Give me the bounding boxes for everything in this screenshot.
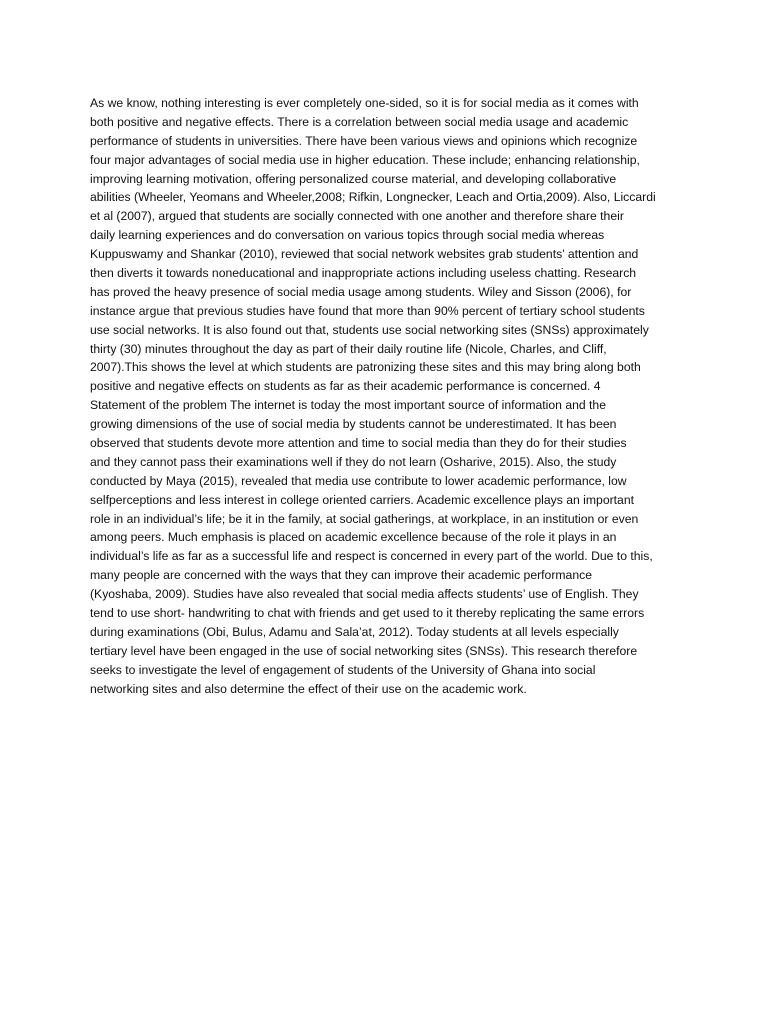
paragraph-line: individual’s life as far as a successful life and respect is concerned in every part of the world. Due to this, [90, 549, 653, 564]
paragraph-line: (Kyoshaba, 2009). Studies have also revealed that social media affects students’ use of English. They [90, 587, 639, 602]
paragraph-line: instance argue that previous studies have found that more than 90% percent of tertiary school students [90, 303, 645, 318]
paragraph-line: has proved the heavy presence of social media usage among students. Wiley and Sisson (2006), for [90, 284, 632, 299]
paragraph-line: observed that students devote more attention and time to social media than they do for their studies [90, 436, 627, 451]
paragraph-line: performance of students in universities. There have been various views and opinions which recognize [90, 133, 638, 148]
paragraph-line: use social networks. It is also found out that, students use social networking sites (SNSs) approximately [90, 322, 649, 337]
paragraph-line: many people are concerned with the ways that they can improve their academic performance [90, 568, 592, 583]
paragraph-line: tertiary level have been engaged in the use of social networking sites (SNSs). This research therefore [90, 643, 638, 658]
paragraph-line: both positive and negative effects. There is a correlation between social media usage and academic [90, 114, 629, 129]
paragraph-line: growing dimensions of the use of social media by students cannot be underestimated. It has been [90, 417, 617, 432]
paragraph-line: Statement of the problem The internet is today the most important source of information and the [90, 398, 606, 413]
paragraph-line: improving learning motivation, offering personalized course material, and developing collaborative [90, 171, 617, 186]
paragraph-line: during examinations (Obi, Bulus, Adamu and Sala’at, 2012). Today students at all levels especially [90, 624, 619, 639]
paragraph-line: As we know, nothing interesting is ever completely one-sided, so it is for social media as it comes with [90, 96, 639, 110]
paragraph-line: abilities (Wheeler, Yeomans and Wheeler,2008; Rifkin, Longnecker, Leach and Ortia,2009). Also, Liccardi [90, 190, 656, 205]
paragraph-line: selfperceptions and less interest in college oriented carriers. Academic excellence plays an important [90, 492, 634, 507]
paragraph-line: daily learning experiences and do conversation on various topics through social media whereas [90, 228, 605, 243]
paragraph-line: seeks to investigate the level of engagement of students of the University of Ghana into social [90, 662, 596, 677]
body-paragraph [90, 94, 690, 699]
paragraph-line: then diverts it towards noneducational and inappropriate actions including useless chatting. Research [90, 266, 637, 281]
paragraph-line: Kuppuswamy and Shankar (2010), reviewed that social network websites grab students’ attention and [90, 247, 639, 262]
paragraph-line: among peers. Much emphasis is placed on academic excellence because of the role it plays in an [90, 530, 617, 545]
paragraph-line: conducted by Maya (2015), revealed that media use contribute to lower academic performance, low [90, 473, 627, 488]
paragraph-line: role in an individual’s life; be it in the family, at social gatherings, at workplace, in an institution or even [90, 511, 639, 526]
paragraph-line: networking sites and also determine the effect of their use on the academic work. [90, 681, 527, 696]
paragraph-line: positive and negative effects on students as far as their academic performance is concerned. 4 [90, 379, 601, 394]
paragraph-line: four major advantages of social media use in higher education. These include; enhancing relationship, [90, 152, 640, 167]
paragraph-line: and they cannot pass their examinations well if they do not learn (Osharive, 2015). Also, the study [90, 454, 617, 469]
paragraph-line: tend to use short- handwriting to chat with friends and get used to it thereby replicating the same errors [90, 606, 645, 621]
paragraph-line: thirty (30) minutes throughout the day as part of their daily routine life (Nicole, Charles, and Cliff, [90, 341, 607, 356]
paragraph-line: 2007).This shows the level at which students are patronizing these sites and this may bring along both [90, 360, 641, 375]
paragraph-line: et al (2007), argued that students are socially connected with one another and therefore share their [90, 209, 624, 224]
